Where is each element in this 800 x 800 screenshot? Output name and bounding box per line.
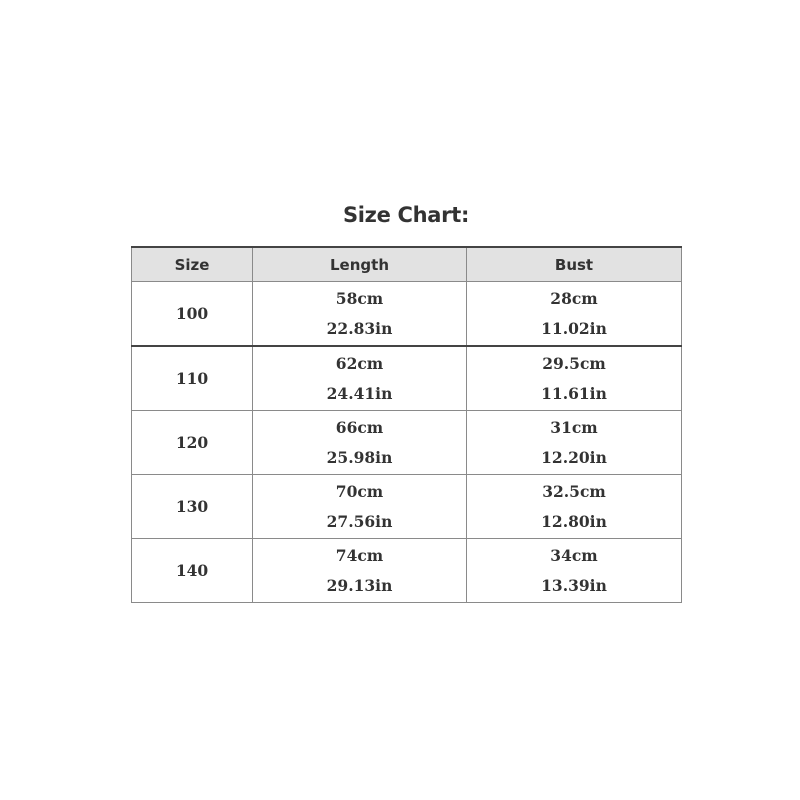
header-length: Length [253, 247, 467, 282]
bust-in: 11.61in [541, 383, 607, 403]
size-chart-table [131, 246, 682, 603]
length-in: 22.83in [326, 318, 393, 338]
size-cell: 140 [132, 539, 253, 603]
bust-cell [467, 282, 682, 347]
bust-cm: 31cm [550, 417, 598, 437]
length-cm: 62cm [335, 353, 384, 373]
bust-in: 11.02in [541, 318, 607, 338]
header-bust: Bust [467, 247, 682, 282]
header-size: Size [132, 247, 253, 282]
length-cm: 66cm [335, 417, 384, 437]
page-title: Size Chart: [342, 203, 470, 227]
length-in: 29.13in [326, 575, 393, 595]
bust-cm: 28cm [550, 288, 598, 308]
size-cell: 130 [132, 475, 253, 539]
length-cell [253, 411, 467, 475]
length-in: 25.98in [326, 447, 393, 467]
bust-cell [467, 411, 682, 475]
bust-cm: 34cm [550, 545, 598, 565]
bust-cell [467, 346, 682, 411]
length-cell [253, 282, 467, 347]
table-row [132, 346, 682, 411]
bust-cell [467, 475, 682, 539]
bust-in: 12.80in [541, 511, 607, 531]
size-cell: 100 [132, 282, 253, 347]
size-cell: 110 [132, 346, 253, 411]
bust-cell [467, 539, 682, 603]
bust-in: 13.39in [541, 575, 607, 595]
length-in: 24.41in [326, 383, 393, 403]
bust-in: 12.20in [541, 447, 607, 467]
length-cell [253, 539, 467, 603]
length-cell [253, 475, 467, 539]
table-row [132, 411, 682, 475]
table-row [132, 475, 682, 539]
length-cell [253, 346, 467, 411]
length-cm: 74cm [335, 545, 384, 565]
bust-cm: 29.5cm [542, 353, 606, 373]
table-row [132, 539, 682, 603]
length-in: 27.56in [326, 511, 393, 531]
length-cm: 70cm [335, 481, 384, 501]
length-cm: 58cm [335, 288, 384, 308]
size-cell: 120 [132, 411, 253, 475]
table-header-row [132, 247, 682, 282]
bust-cm: 32.5cm [542, 481, 606, 501]
table-row [132, 282, 682, 347]
